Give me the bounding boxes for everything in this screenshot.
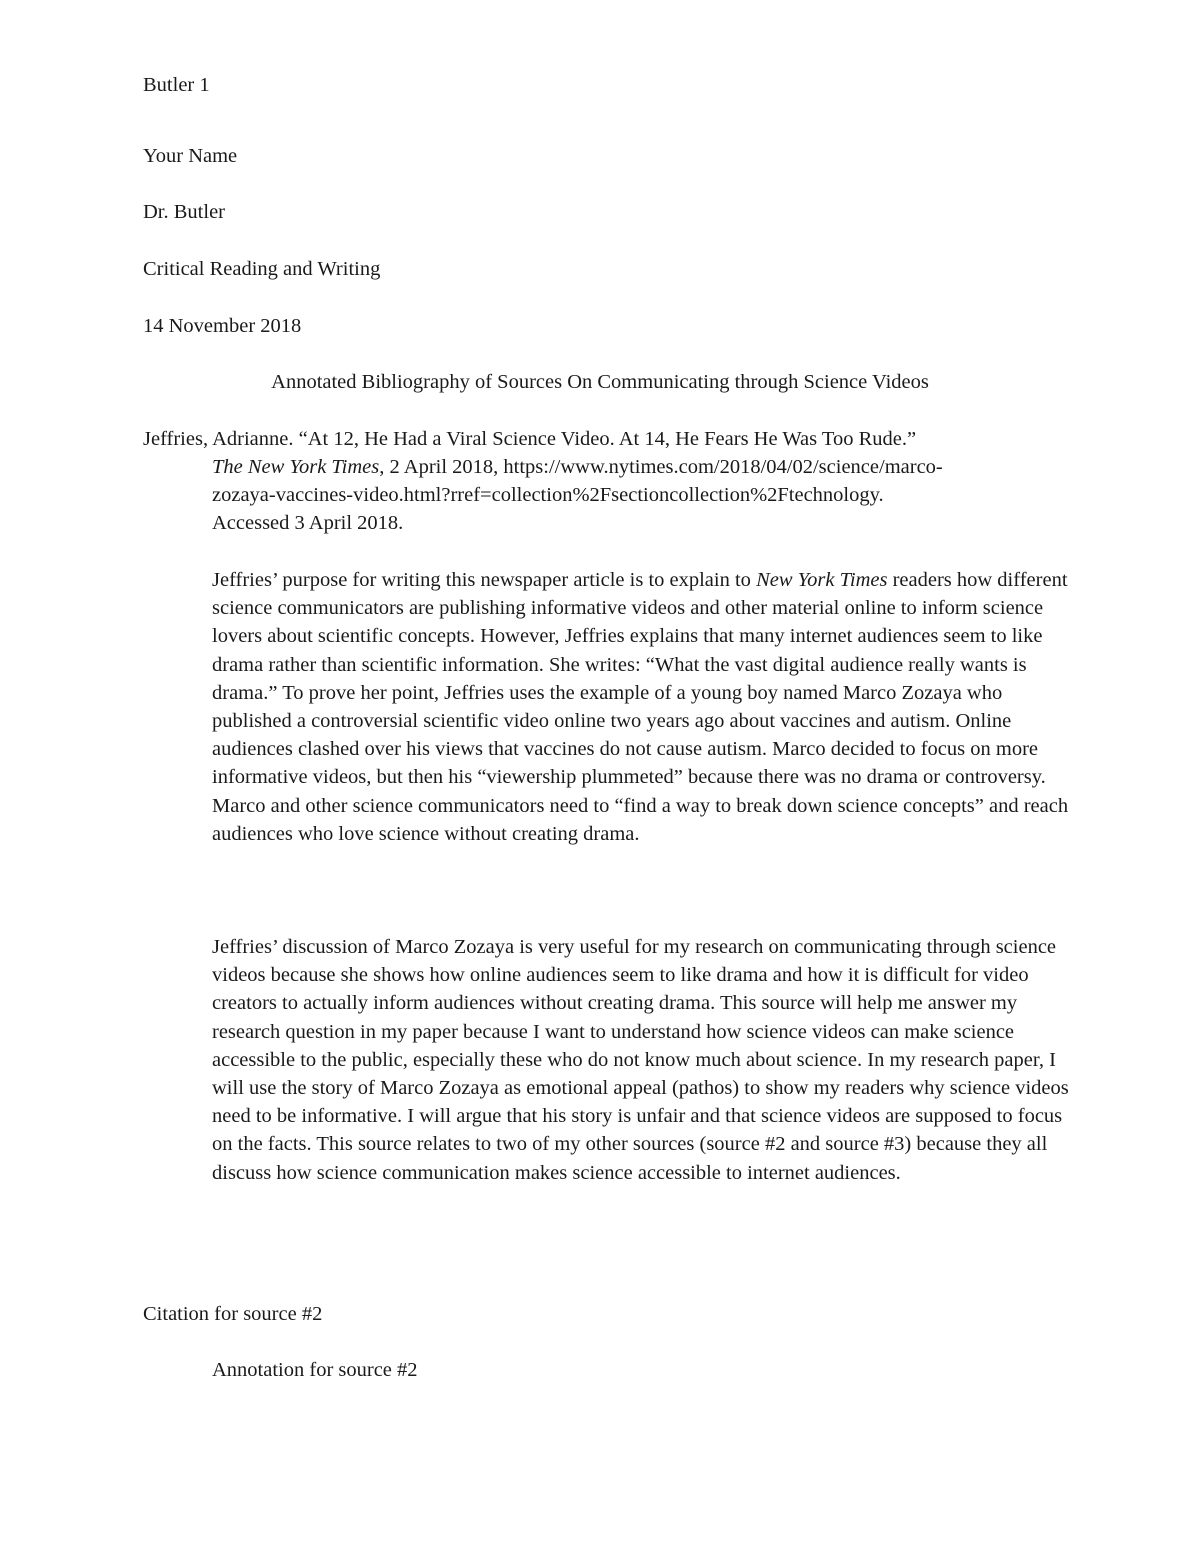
annotation-1-publication: New York Times — [756, 569, 888, 591]
citation-1-line-3: zozaya-vaccines-video.html?rref=collection%2Fsectioncollection%2Ftechnology. — [212, 484, 884, 506]
course-name: Critical Reading and Writing — [143, 258, 381, 280]
citation-2-placeholder: Citation for source #2 — [143, 1303, 323, 1325]
student-name: Your Name — [143, 145, 238, 167]
publication-title: The New York Times — [212, 456, 380, 478]
annotation-1-summary-start: Jeffries’ purpose for writing this newspaper article is to explain to — [212, 569, 757, 591]
instructor-name: Dr. Butler — [143, 201, 225, 223]
annotation-1-evaluation: Jeffries’ discussion of Marco Zozaya is very useful for my research on communicating through science videos because she shows how online audiences seem to like drama and how it is difficult for video creators to actually inform audiences without creating drama. This source will help me answer my research question in my paper because I want to understand how science videos can make science accessible to the public, especially these who do not know much about science. In my research paper, I will use the story of Marco Zozaya as emotional appeal (pathos) to show my readers why science videos need to be informative. I will argue that his story is unfair and that science videos are supposed to focus on the facts. This source relates to two of my other sources (source #2 and source #3) because they all discuss how science communication makes science accessible to internet audiences. — [212, 936, 1069, 1184]
annotation-1-summary-rest: readers how different science communicators are publishing informative videos and other material online to inform science lovers about scientific concepts. However, Jeffries explains that many internet audiences seem to like drama rather than scientific information. She writes: “What the vast digital audience really wants is drama.” To prove her point, Jeffries uses the example of a young boy named Marco Zozaya who published a controversial scientific video online two years ago about vaccines and autism. Online audiences clashed over his views that vaccines do not cause autism. Marco decided to focus on more informative videos, but then his “viewership plummeted” because there was no drama or controversy. Marco and other science communicators need to “find a way to break down science concepts” and reach audiences who love science without creating drama. — [212, 569, 1069, 845]
citation-1-line-4: Accessed 3 April 2018. — [212, 512, 404, 534]
citation-1-line-2-rest: , 2 April 2018, https://www.nytimes.com/2018/04/02/science/marco- — [379, 456, 943, 478]
document-date: 14 November 2018 — [143, 315, 302, 337]
citation-1-line-1: Jeffries, Adrianne. “At 12, He Had a Viral Science Video. At 14, He Fears He Was Too Rude.” — [143, 428, 917, 450]
annotation-1-summary — [212, 566, 1074, 848]
running-header: Butler 1 — [143, 74, 210, 96]
document-title: Annotated Bibliography of Sources On Communicating through Science Videos — [271, 371, 929, 393]
annotation-2-placeholder: Annotation for source #2 — [212, 1359, 418, 1381]
citation-1-line-2 — [212, 453, 1072, 481]
